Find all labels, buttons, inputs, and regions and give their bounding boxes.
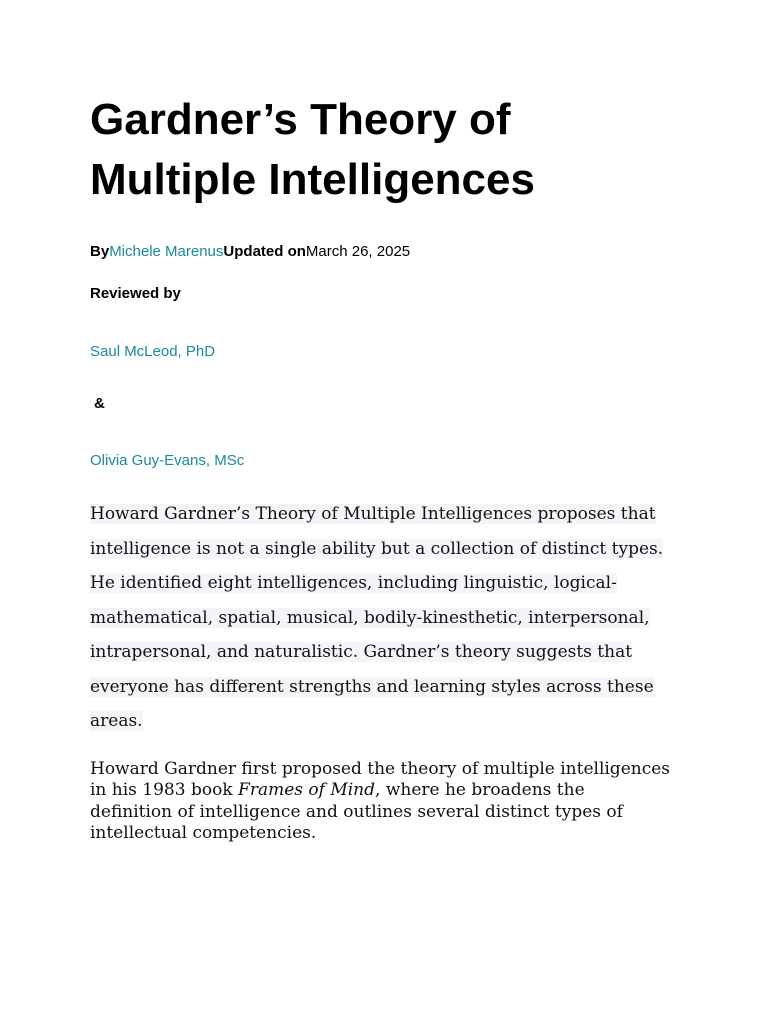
updated-label: Updated on bbox=[223, 243, 306, 260]
summary-text: Howard Gardner’s Theory of Multiple Intelligences proposes that intelligence is not a single ability but a collection of distinct types. He identified eight intelligences, including linguistic, logical-mathematical, spatial, musical, bodily-kinesthetic, interpersonal, intrapersonal, and naturalistic. Gardner’s theory suggests that everyone has different strengths and learning styles across these areas. bbox=[90, 504, 664, 731]
author-link[interactable]: Michele Marenus bbox=[109, 243, 224, 260]
intro-text-before: Howard Gardner first proposed the theory of multiple intelligences in his 1983 book bbox=[90, 758, 671, 800]
reviewer-link-olivia-guy-evans[interactable]: Olivia Guy-Evans, MSc bbox=[90, 452, 245, 469]
updated-date: March 26, 2025 bbox=[305, 243, 411, 260]
byline bbox=[90, 242, 670, 262]
reviewer-1 bbox=[90, 342, 670, 362]
reviewer-separator: & bbox=[94, 395, 105, 412]
reviewer-link-saul-mcleod[interactable]: Saul McLeod, PhD bbox=[90, 343, 216, 360]
intro-paragraph bbox=[90, 759, 670, 845]
page-title: Gardner’s Theory of Multiple Intelligences bbox=[90, 95, 535, 204]
summary-paragraph bbox=[90, 497, 670, 739]
article bbox=[90, 90, 670, 862]
by-label: By bbox=[90, 243, 110, 260]
reviewer-2 bbox=[90, 451, 670, 471]
intro-text-after: , where he broadens the definition of intelligence and outlines several distinct types of intellectual competencies. bbox=[90, 780, 623, 843]
reviewed-by-label: Reviewed by bbox=[90, 285, 181, 302]
book-title: Frames of Mind bbox=[238, 780, 376, 800]
